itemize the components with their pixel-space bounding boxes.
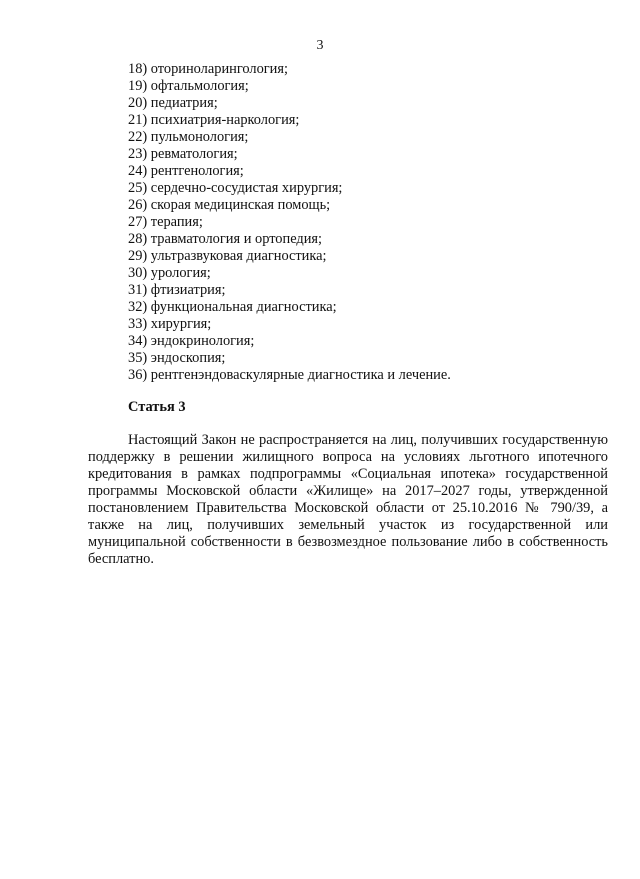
list-item: 31) фтизиатрия; <box>128 282 226 298</box>
list-item: 20) педиатрия; <box>128 95 218 111</box>
list-item: 18) оториноларингология; <box>128 61 288 77</box>
specialties-list <box>128 61 451 384</box>
list-item: 24) рентгенология; <box>128 163 244 179</box>
list-item: 35) эндоскопия; <box>128 350 226 366</box>
page-number: 3 <box>316 38 324 53</box>
list-item: 36) рентгенэндоваскулярные диагностика и лечение. <box>128 367 451 383</box>
list-item: 33) хирургия; <box>128 316 212 332</box>
list-item: 26) скорая медицинская помощь; <box>128 197 331 213</box>
list-item: 23) ревматология; <box>128 146 238 162</box>
list-item: 25) сердечно-сосудистая хирургия; <box>128 180 343 196</box>
article-heading: Статья 3 <box>128 399 186 415</box>
list-item: 21) психиатрия-наркология; <box>128 112 300 128</box>
article-paragraph: Настоящий Закон не распространяется на лиц, получивших государственную поддержку в решении жилищного вопроса на условиях льготного ипотечного кредитования в рамках подпрограммы «Социальная ипотека» государственной программы Московской области «Жилище» на 2017–2027 годы, утвержденной постановлением Правительства Московской области от 25.10.2016 № 790/39, а также на лиц, получивших земельный участок из государственной или муниципальной собственности в безвозмездное пользование либо в собственность бесплатно. <box>88 432 608 567</box>
list-item: 28) травматология и ортопедия; <box>128 231 323 247</box>
list-item: 29) ультразвуковая диагностика; <box>128 248 327 264</box>
list-item: 27) терапия; <box>128 214 203 230</box>
list-item: 19) офтальмология; <box>128 78 249 94</box>
list-item: 34) эндокринология; <box>128 333 255 349</box>
list-item: 30) урология; <box>128 265 211 281</box>
list-item: 32) функциональная диагностика; <box>128 299 337 315</box>
list-item: 22) пульмонология; <box>128 129 249 145</box>
